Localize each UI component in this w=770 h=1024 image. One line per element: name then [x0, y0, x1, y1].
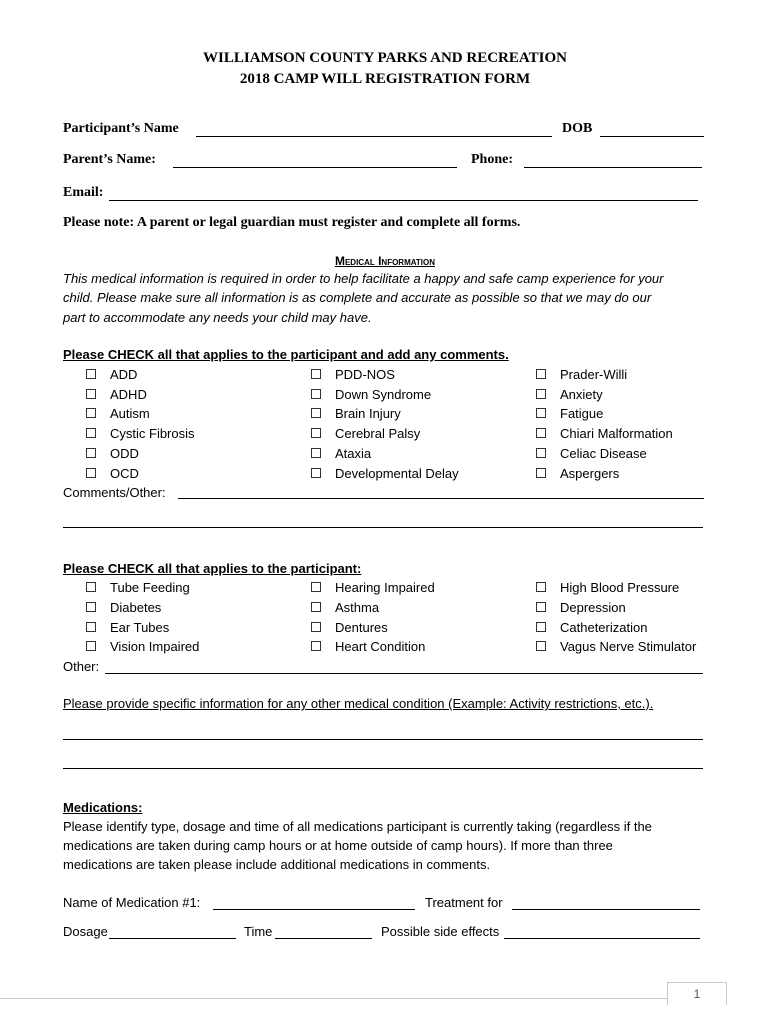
checkbox-icon[interactable]	[86, 468, 96, 478]
dob-label: DOB	[562, 121, 593, 136]
checkbox-adhd[interactable]	[86, 387, 147, 402]
parent-name-label: Parent’s Name:	[63, 152, 156, 167]
email-field[interactable]	[109, 200, 698, 201]
checkbox-icon[interactable]	[536, 428, 546, 438]
checkbox-label: Ataxia	[335, 446, 372, 461]
checkbox-icon[interactable]	[311, 602, 321, 612]
specific-info-prompt: Please provide specific information for any other medical condition (Example: Activity restrictions, etc.).	[63, 696, 654, 711]
checkbox-label: Aspergers	[560, 466, 620, 481]
checkbox-depression[interactable]	[536, 600, 626, 615]
checkbox-icon[interactable]	[536, 582, 546, 592]
checkbox-icon[interactable]	[86, 408, 96, 418]
checkbox-label: OCD	[110, 466, 139, 481]
participant-name-field[interactable]	[196, 136, 552, 137]
checkbox-label: Celiac Disease	[560, 446, 647, 461]
checkbox-label: Brain Injury	[335, 406, 401, 421]
checkbox-icon[interactable]	[536, 622, 546, 632]
checkbox-label: Dentures	[335, 620, 388, 635]
checkbox-heart-condition[interactable]	[311, 639, 425, 654]
dob-field[interactable]	[600, 136, 704, 137]
checkbox-icon[interactable]	[536, 408, 546, 418]
medical-intro-line3: part to accommodate any needs your child may have.	[63, 310, 372, 325]
email-label: Email:	[63, 185, 104, 200]
medications-text-line3: medications are taken please include additional medications in comments.	[63, 857, 491, 872]
participant-name-label: Participant’s Name	[63, 121, 179, 136]
dosage-label: Dosage	[63, 924, 108, 939]
checkbox-icon[interactable]	[311, 408, 321, 418]
medical-info-heading: Medical Information	[334, 254, 436, 268]
checkbox-label: Diabetes	[110, 600, 162, 615]
checkbox-icon[interactable]	[86, 622, 96, 632]
conditions-check-heading: Please CHECK all that applies to the participant and add any comments.	[63, 347, 509, 362]
checkbox-icon[interactable]	[311, 448, 321, 458]
checkbox-hearing-impaired[interactable]	[311, 580, 435, 595]
checkbox-label: PDD-NOS	[335, 367, 395, 382]
checkbox-icon[interactable]	[311, 468, 321, 478]
checkbox-add[interactable]	[86, 367, 137, 382]
checkbox-label: Chiari Malformation	[560, 426, 673, 441]
checkbox-vision-impaired[interactable]	[86, 639, 199, 654]
checkbox-prader-willi[interactable]	[536, 367, 627, 382]
checkbox-label: High Blood Pressure	[560, 580, 680, 595]
side-effects-label: Possible side effects	[381, 924, 500, 939]
medication-name-field[interactable]	[213, 909, 415, 910]
checkbox-odd[interactable]	[86, 446, 139, 461]
specific-info-field-line1[interactable]	[63, 739, 703, 740]
checkbox-pdd-nos[interactable]	[311, 367, 395, 382]
footer-divider	[0, 998, 667, 999]
checkbox-icon[interactable]	[311, 582, 321, 592]
checkbox-icon[interactable]	[86, 582, 96, 592]
checkbox-aspergers[interactable]	[536, 466, 619, 481]
medication-name-label: Name of Medication #1:	[63, 895, 201, 910]
checkbox-cystic-fibrosis[interactable]	[86, 426, 195, 441]
checkbox-down-syndrome[interactable]	[311, 387, 431, 402]
checkbox-developmental-delay[interactable]	[311, 466, 459, 481]
medical-intro-line2: child. Please make sure all information is as complete and accurate as possible so that we may do our	[63, 290, 652, 305]
checkbox-label: Depression	[560, 600, 626, 615]
checkbox-icon[interactable]	[311, 369, 321, 379]
checkbox-cerebral-palsy[interactable]	[311, 426, 420, 441]
checkbox-icon[interactable]	[536, 448, 546, 458]
checkbox-label: Vagus Nerve Stimulator	[560, 639, 697, 654]
checkbox-label: Cystic Fibrosis	[110, 426, 195, 441]
checkbox-catheterization[interactable]	[536, 620, 647, 635]
checkbox-label: Anxiety	[560, 387, 603, 402]
checkbox-label: ADHD	[110, 387, 147, 402]
form-title-line1: WILLIAMSON COUNTY PARKS AND RECREATION	[203, 50, 567, 66]
checkbox-icon[interactable]	[86, 602, 96, 612]
checkbox-label: Down Syndrome	[335, 387, 432, 402]
checkbox-label: Ear Tubes	[110, 620, 170, 635]
checkbox-icon[interactable]	[86, 641, 96, 651]
checkbox-icon[interactable]	[536, 389, 546, 399]
checkbox-icon[interactable]	[536, 468, 546, 478]
dosage-field[interactable]	[109, 938, 236, 939]
side-effects-field[interactable]	[504, 938, 700, 939]
checkbox-high-blood-pressure[interactable]	[536, 580, 679, 595]
other-field[interactable]	[105, 673, 703, 674]
guardian-note: Please note: A parent or legal guardian must register and complete all forms.	[63, 215, 521, 230]
checkbox-icon[interactable]	[86, 389, 96, 399]
checkbox-autism[interactable]	[86, 406, 150, 421]
checkbox-icon[interactable]	[536, 369, 546, 379]
phone-label: Phone:	[471, 152, 513, 167]
checkbox-brain-injury[interactable]	[311, 406, 401, 421]
specific-info-field-line2[interactable]	[63, 768, 703, 769]
checkbox-icon[interactable]	[311, 622, 321, 632]
medical-intro-line1: This medical information is required in order to help facilitate a happy and safe camp experience for your	[63, 271, 664, 286]
time-field[interactable]	[275, 938, 372, 939]
checkbox-celiac-disease[interactable]	[536, 446, 647, 461]
checkbox-icon[interactable]	[536, 602, 546, 612]
checkbox-label: Prader-Willi	[560, 367, 628, 382]
checkbox-label: Cerebral Palsy	[335, 426, 421, 441]
checkbox-ocd[interactable]	[86, 466, 139, 481]
checkbox-label: ODD	[110, 446, 139, 461]
medications-heading: Medications:	[63, 800, 143, 815]
other-label: Other:	[63, 659, 100, 674]
checkbox-fatigue[interactable]	[536, 406, 603, 421]
checkbox-icon[interactable]	[311, 428, 321, 438]
checkbox-chiari-malformation[interactable]	[536, 426, 673, 441]
checkbox-icon[interactable]	[86, 428, 96, 438]
page-number: 1	[667, 982, 727, 1005]
checkbox-icon[interactable]	[311, 641, 321, 651]
checkbox-ataxia[interactable]	[311, 446, 371, 461]
treatment-for-label: Treatment for	[425, 895, 503, 910]
checkbox-icon[interactable]	[86, 448, 96, 458]
checkbox-vagus-nerve-stimulator[interactable]	[536, 639, 696, 654]
checkbox-icon[interactable]	[86, 369, 96, 379]
checkbox-icon[interactable]	[536, 641, 546, 651]
medications-text-line2: medications are taken during camp hours or at home outside of camp hours). If more than three	[63, 838, 613, 853]
comments-field[interactable]	[178, 498, 704, 499]
checkbox-asthma[interactable]	[311, 600, 379, 615]
checkbox-diabetes[interactable]	[86, 600, 161, 615]
comments-label: Comments/Other:	[63, 485, 166, 500]
checkbox-label: Autism	[110, 406, 150, 421]
phone-field[interactable]	[524, 167, 702, 168]
checkbox-label: ADD	[110, 367, 138, 382]
checkbox-dentures[interactable]	[311, 620, 388, 635]
checkbox-label: Tube Feeding	[110, 580, 190, 595]
checkbox-label: Vision Impaired	[110, 639, 200, 654]
treatment-for-field[interactable]	[512, 909, 700, 910]
medications-text-line1: Please identify type, dosage and time of all medications participant is currently taking (regardless if the	[63, 819, 652, 834]
checkbox-label: Developmental Delay	[335, 466, 459, 481]
checkbox-icon[interactable]	[311, 389, 321, 399]
checkbox-tube-feeding[interactable]	[86, 580, 190, 595]
parent-name-field[interactable]	[173, 167, 457, 168]
checkbox-label: Asthma	[335, 600, 380, 615]
checkbox-label: Hearing Impaired	[335, 580, 435, 595]
checkbox-ear-tubes[interactable]	[86, 620, 169, 635]
checkbox-label: Fatigue	[560, 406, 604, 421]
form-title-line2: 2018 CAMP WILL REGISTRATION FORM	[239, 71, 531, 87]
time-label: Time	[244, 924, 273, 939]
comments-field-line2[interactable]	[63, 527, 703, 528]
conditions2-check-heading: Please CHECK all that applies to the participant:	[63, 561, 362, 576]
checkbox-label: Heart Condition	[335, 639, 426, 654]
checkbox-anxiety[interactable]	[536, 387, 603, 402]
checkbox-label: Catheterization	[560, 620, 648, 635]
